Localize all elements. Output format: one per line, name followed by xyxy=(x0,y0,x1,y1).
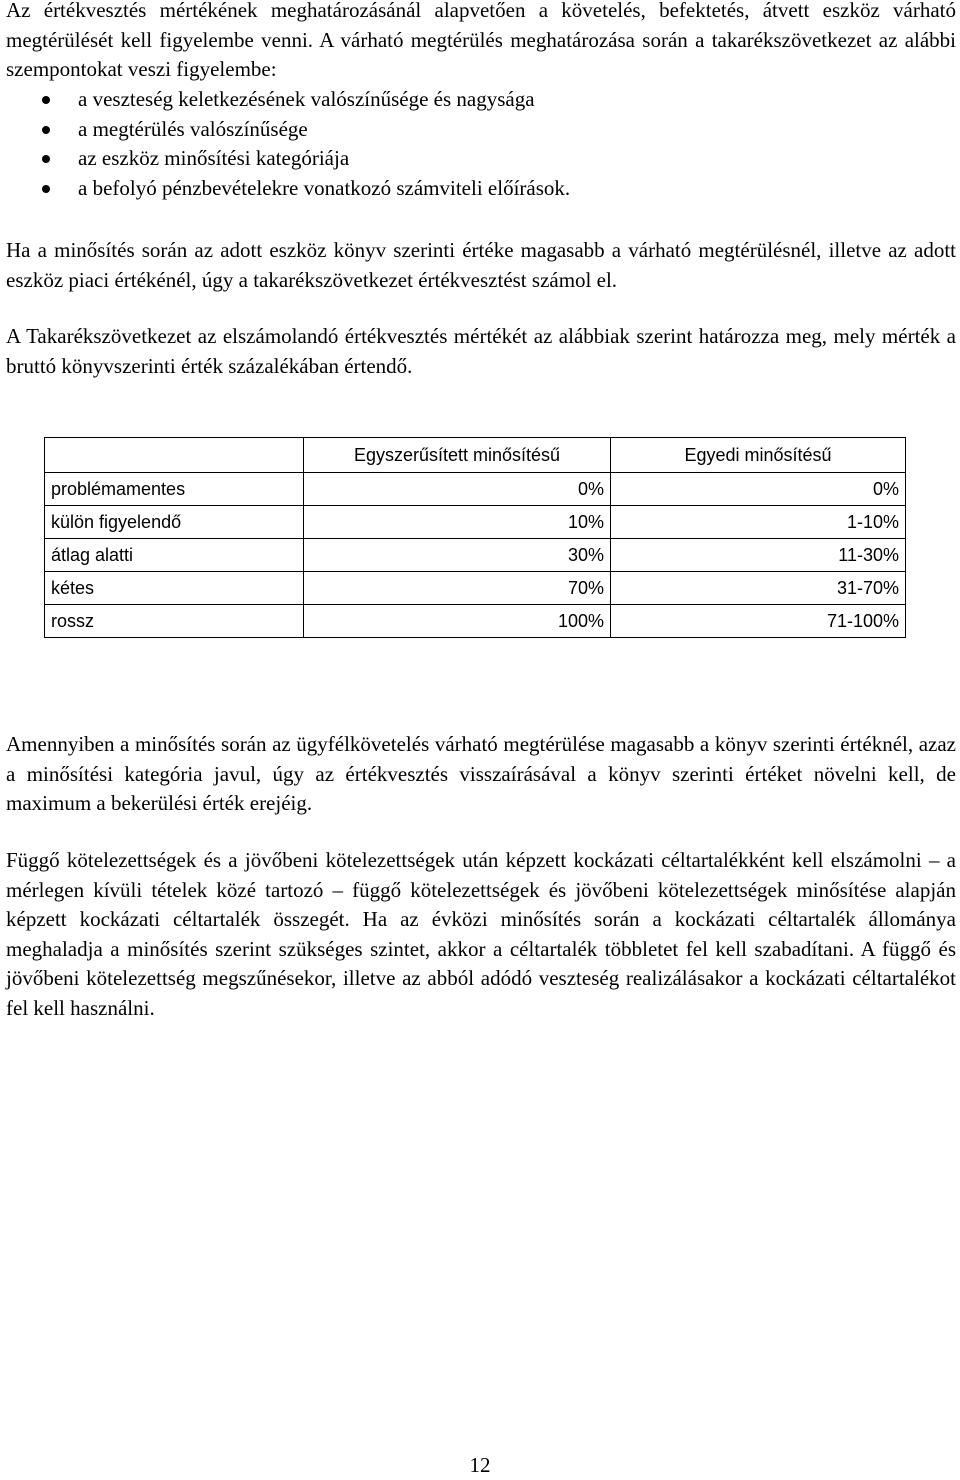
bullet-icon xyxy=(42,96,50,104)
table-row xyxy=(45,539,906,572)
provisions-paragraph: Függő kötelezettségek és a jövőbeni kötelezettségek után képzett kockázati céltartalékként kell elszámolni – a mérlegen kívüli tételek közé tartozó – függő kötelezettségek és jövőbeni kötelezettségek minősítése alapján képzett kockázati céltartalék összegét. Ha az évközi minősítés során a kockázati céltartalék állománya meghaladja a minősítés szerint szükséges szintet, akkor a céltartalék többletet fel kell szabadítani. A függő és jövőbeni kötelezettség megszűnésekor, illetve az abból adódó veszteség realizálásakor a kockázati céltartalékot fel kell használni. xyxy=(6,848,956,1020)
category-cell: problémamentes xyxy=(45,473,304,506)
bullet-icon xyxy=(42,155,50,163)
category-cell: átlag alatti xyxy=(45,539,304,572)
list-item xyxy=(6,85,956,115)
list-item xyxy=(6,174,956,204)
simplified-rate-cell: 30% xyxy=(304,539,611,572)
valuation-paragraph: Ha a minősítés során az adott eszköz könyv szerinti értéke magasabb a várható megtérülésnél, illetve az adott eszköz piaci értékénél, úgy a takarékszövetkezet értékvesztést számol el. xyxy=(6,238,956,292)
list-item-text: a veszteség keletkezésének valószínűsége és nagysága xyxy=(78,87,535,111)
table-row xyxy=(45,572,906,605)
list-item xyxy=(6,115,956,145)
individual-rate-cell: 1-10% xyxy=(611,506,906,539)
simplified-rate-cell: 0% xyxy=(304,473,611,506)
intro-paragraph: Az értékvesztés mértékének meghatározásánál alapvetően a követelés, befektetés, átvett eszköz várható megtérülését kell figyelembe venni. A várható megtérülés meghatározása során a takarékszövetkezet az alábbi szempontokat veszi figyelembe: xyxy=(6,0,956,81)
simplified-rate-cell: 10% xyxy=(304,506,611,539)
impairment-rate-table xyxy=(44,437,906,638)
table-row xyxy=(45,473,906,506)
reversal-paragraph: Amennyiben a minősítés során az ügyfélkövetelés várható megtérülése magasabb a könyv szerinti értéknél, azaz a minősítési kategória javul, úgy az értékvesztés visszaírásával a könyv szerinti értéket növelni kell, de maximum a bekerülési érték erejéig. xyxy=(6,732,956,815)
individual-rate-cell: 11-30% xyxy=(611,539,906,572)
criteria-list xyxy=(6,85,956,203)
table-row xyxy=(45,506,906,539)
individual-rate-cell: 31-70% xyxy=(611,572,906,605)
page-number: 12 xyxy=(469,1453,491,1477)
list-item-text: az eszköz minősítési kategóriája xyxy=(78,146,350,170)
table-row xyxy=(45,605,906,638)
table-header-row xyxy=(45,438,906,473)
bullet-icon xyxy=(42,185,50,193)
category-cell: külön figyelendő xyxy=(45,506,304,539)
rate-intro-paragraph: A Takarékszövetkezet az elszámolandó értékvesztés mértékét az alábbiak szerint határozza meg, mely mérték a bruttó könyvszerinti érték százalékában értendő. xyxy=(6,324,956,378)
list-item xyxy=(6,144,956,174)
table-header-individual: Egyedi minősítésű xyxy=(611,438,906,473)
table-header-empty xyxy=(45,438,304,473)
table-header-simplified: Egyszerűsített minősítésű xyxy=(304,438,611,473)
individual-rate-cell: 71-100% xyxy=(611,605,906,638)
simplified-rate-cell: 70% xyxy=(304,572,611,605)
simplified-rate-cell: 100% xyxy=(304,605,611,638)
list-item-text: a megtérülés valószínűsége xyxy=(78,116,308,141)
category-cell: kétes xyxy=(45,572,304,605)
list-item-text: a befolyó pénzbevételekre vonatkozó számviteli előírások. xyxy=(78,175,571,200)
category-cell: rossz xyxy=(45,605,304,638)
individual-rate-cell: 0% xyxy=(611,473,906,506)
bullet-icon xyxy=(42,126,50,134)
